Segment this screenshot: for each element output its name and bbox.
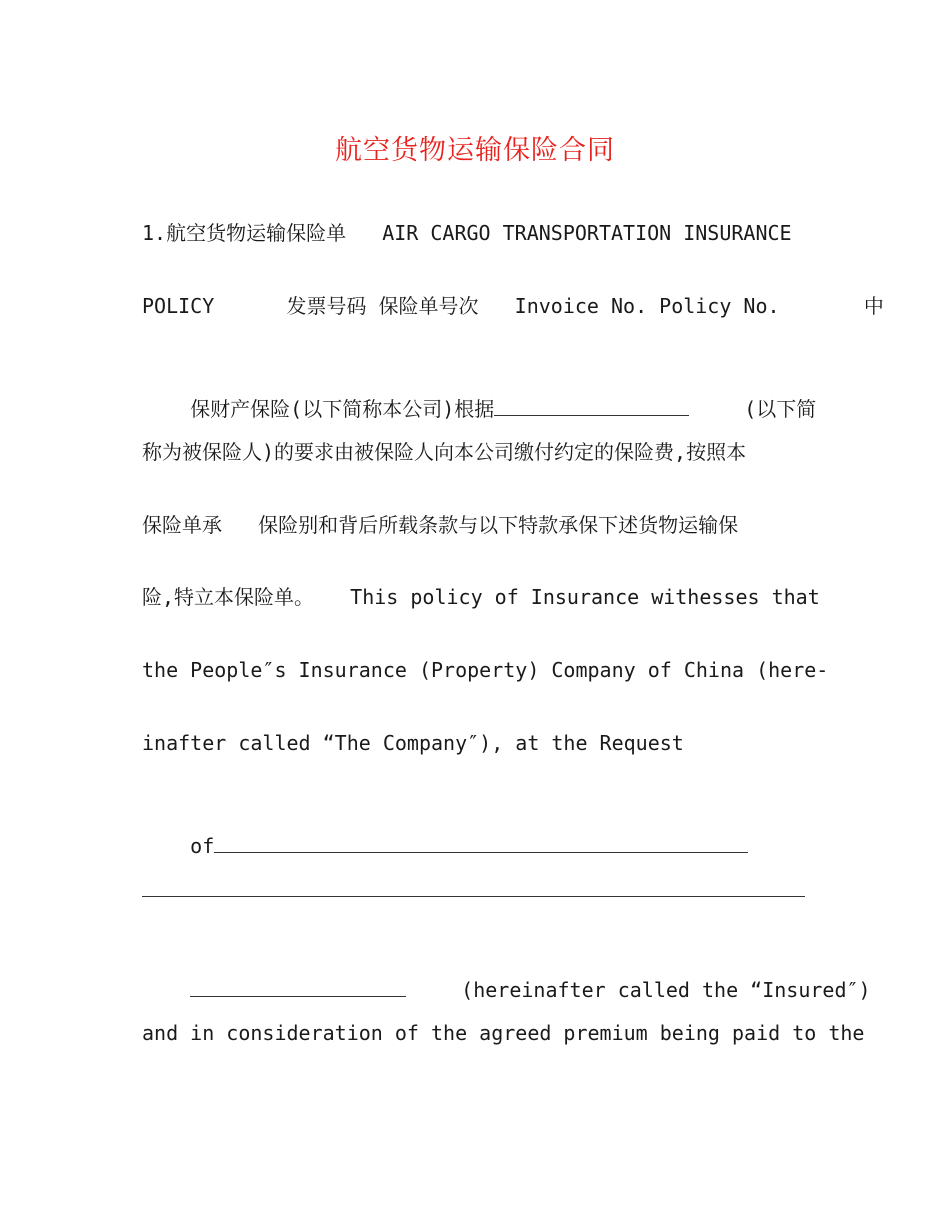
- text-line-10: [142, 945, 871, 1002]
- text-line-3-end: (以下简: [744, 397, 817, 421]
- blank-rule-full: [142, 896, 805, 897]
- text-line-9-start: of: [190, 834, 215, 858]
- text-line-11: and in consideration of the agreed premium being paid to the: [142, 1021, 865, 1045]
- text-line-9: [142, 801, 805, 858]
- text-line-10-end: (hereinafter called the “Insured″): [461, 978, 871, 1002]
- text-line-8: inafter called “The Company″), at the Request: [142, 731, 684, 755]
- text-line-4: 称为被保险人)的要求由被保险人向本公司缴付约定的保险费,按照本: [142, 440, 747, 464]
- text-line-2: POLICY 发票号码 保险单号次 Invoice No. Policy No. 中: [142, 294, 884, 318]
- text-line-6: 险,特立本保险单。 This policy of Insurance withesses that: [142, 585, 820, 609]
- text-line-3-start: 保财产保险(以下简称本公司)根据: [190, 397, 495, 421]
- text-line-1: 1.航空货物运输保险单 AIR CARGO TRANSPORTATION INSURANCE: [142, 221, 792, 245]
- text-line-5: 保险单承 保险别和背后所载条款与以下特款承保下述货物运输保: [142, 513, 739, 537]
- insurer-name-blank: [494, 395, 689, 416]
- text-line-3: [142, 364, 817, 421]
- text-line-7: the People″s Insurance (Property) Company of China (here-: [142, 658, 829, 682]
- request-of-blank: [214, 832, 748, 853]
- document-title: 航空货物运输保险合同: [335, 135, 615, 166]
- insured-name-blank: [190, 976, 406, 997]
